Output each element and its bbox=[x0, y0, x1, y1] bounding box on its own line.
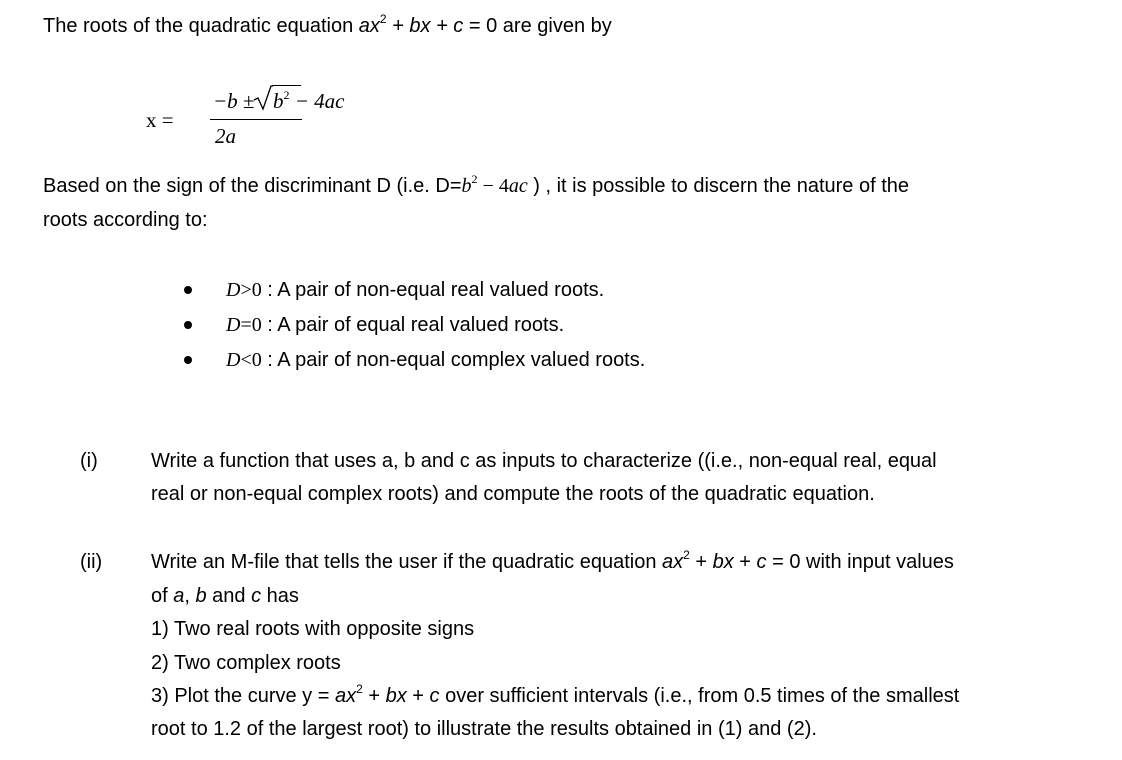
q2-text: 3) Plot the curve y = bbox=[151, 685, 335, 707]
q2-ax: ax bbox=[334, 685, 357, 707]
formula-radicand bbox=[273, 88, 345, 113]
q2-bx: bx bbox=[712, 551, 734, 573]
question-line: real or non-equal complex roots) and compute the roots of the quadratic equation. bbox=[151, 483, 875, 505]
formula-lhs: x = bbox=[146, 108, 174, 132]
case-item bbox=[226, 280, 604, 300]
q2-plus: + bbox=[362, 685, 386, 707]
disc-minus4: − 4 bbox=[477, 175, 509, 197]
q2-var-b: b bbox=[195, 585, 207, 607]
bullet-icon bbox=[184, 286, 192, 294]
radical-sign-icon bbox=[253, 84, 273, 112]
case-cond: D bbox=[226, 279, 241, 301]
q2-plus: + bbox=[689, 551, 713, 573]
question-label: (i) bbox=[80, 450, 98, 472]
case-val: 0 bbox=[251, 349, 262, 371]
intro-eq-end: = 0 are given by bbox=[463, 15, 612, 37]
q2-text: = 0 with input values bbox=[766, 551, 954, 573]
q2-var-c: c bbox=[251, 585, 262, 607]
formula-num-prefix: −b ± bbox=[213, 89, 255, 113]
case-op: > bbox=[240, 279, 252, 301]
q2-text: of bbox=[151, 585, 174, 607]
case-op: = bbox=[240, 314, 252, 336]
q2-text: , bbox=[184, 585, 196, 607]
bullet-icon bbox=[184, 356, 192, 364]
discriminant-line-1 bbox=[43, 172, 910, 197]
q2-c: c bbox=[756, 551, 767, 573]
intro-line bbox=[43, 12, 612, 37]
radicand-b: b bbox=[273, 89, 284, 113]
disc-sq: 2 bbox=[471, 172, 478, 186]
case-text: : A pair of non-equal real valued roots. bbox=[261, 279, 605, 301]
question-label: (ii) bbox=[80, 551, 103, 573]
formula-denominator: 2a bbox=[215, 124, 236, 148]
q2-plus: + bbox=[406, 685, 430, 707]
question-line bbox=[151, 586, 299, 606]
case-val: 0 bbox=[251, 279, 262, 301]
case-val: 0 bbox=[251, 314, 262, 336]
disc-ac: ac bbox=[508, 175, 528, 197]
radicand-sq: 2 bbox=[283, 88, 290, 102]
q2-text: and bbox=[206, 585, 252, 607]
case-item bbox=[226, 315, 564, 335]
case-text: : A pair of non-equal complex valued roots. bbox=[261, 349, 646, 371]
bullet-icon bbox=[184, 321, 192, 329]
fraction-bar bbox=[210, 119, 302, 120]
case-item bbox=[226, 350, 645, 370]
case-op: < bbox=[240, 349, 252, 371]
case-cond: D bbox=[226, 349, 241, 371]
disc-b: b bbox=[461, 175, 472, 197]
discriminant-line-2: roots according to: bbox=[43, 209, 208, 231]
question-item bbox=[151, 682, 960, 707]
radical-overline bbox=[272, 85, 301, 86]
radicand-rest: − 4ac bbox=[289, 89, 345, 113]
disc-text-end: ) , it is possible to discern the nature of the bbox=[527, 175, 910, 197]
intro-eq-a: ax bbox=[358, 15, 380, 37]
q2-c: c bbox=[429, 685, 440, 707]
question-item: 1) Two real roots with opposite signs bbox=[151, 618, 475, 640]
question-item: 2) Two complex roots bbox=[151, 652, 341, 674]
q2-plus: + bbox=[733, 551, 757, 573]
formula-numerator bbox=[213, 91, 254, 112]
case-cond: D bbox=[226, 314, 241, 336]
question-item: root to 1.2 of the largest root) to illustrate the results obtained in (1) and (2). bbox=[151, 718, 817, 740]
q2-var-a: a bbox=[173, 585, 185, 607]
q2-sq: 2 bbox=[683, 548, 690, 562]
intro-eq-rest: + bx + c bbox=[386, 15, 464, 37]
disc-text-start: Based on the sign of the discriminant D (i.e. D= bbox=[43, 175, 462, 197]
q2-text: over sufficient intervals (i.e., from 0.5 times of the smallest bbox=[439, 685, 960, 707]
q2-bx: bx bbox=[385, 685, 407, 707]
question-line bbox=[151, 548, 954, 573]
q2-text: Write an M-file that tells the user if the quadratic equation bbox=[151, 551, 663, 573]
q2-sq: 2 bbox=[356, 682, 363, 696]
q2-text: has bbox=[261, 585, 299, 607]
question-line: Write a function that uses a, b and c as inputs to characterize ((i.e., non-equal real, equal bbox=[151, 450, 937, 472]
intro-eq-sq: 2 bbox=[379, 12, 387, 26]
intro-text: The roots of the quadratic equation bbox=[43, 15, 354, 37]
q2-ax: ax bbox=[662, 551, 684, 573]
case-text: : A pair of equal real valued roots. bbox=[261, 314, 565, 336]
